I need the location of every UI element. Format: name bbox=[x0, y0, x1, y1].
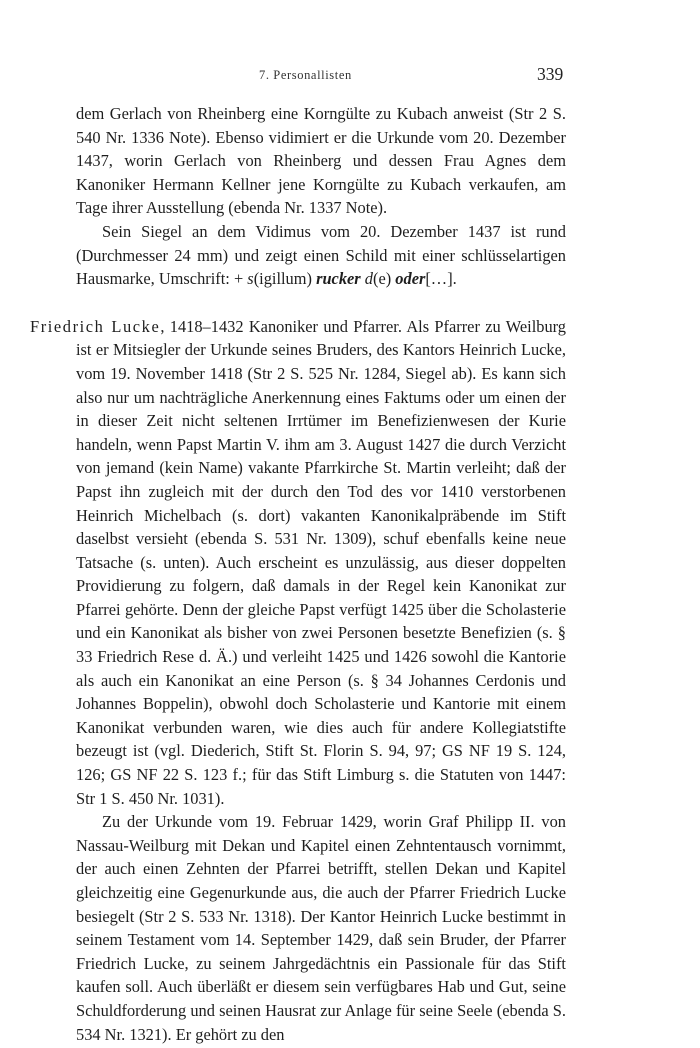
seal-oder: oder bbox=[395, 269, 426, 289]
seal-s-rest: (igillum) bbox=[253, 269, 317, 289]
body-text bbox=[30, 102, 566, 1046]
entry-text: , 1418–1432 Kanoniker und Pfarrer. Als Pfarrer zu Weilburg ist er Mitsiegler der Urkunde seines Bruders, des Kantors Heinrich Lucke, vom 19. November 1418 (Str 2 S. 525 Nr. 1284, Siegel ab). Es kann sich also nur um nachträgliche Anerkennung eines Faktums oder um einen der in dieser Zeit nicht seltenen Irrtümer im Benefizienwesen der Kurie handeln, wenn Papst Martin V. ihm am 3. August 1427 die durch Verzicht von jemand (kein Name) vakante Pfarrkirche St. Martin verleiht; daß der Papst ihn zugleich mit der durch den Tod des vor 1410 verstorbenen Heinrich Michelbach (s. dort) vakanten Kanonikalpräbende im Stift daselbst versieht (ebenda S. 531 Nr. 1309), schuf ebenfalls keine neue Tatsache (s. unten). Auch erscheint es unzulässig, aus dieser doppelten Providierung zu folgern, daß damals in der Regel kein Kanonikat zur Pfarrei gehörte. Denn der gleiche Papst verfügt 1425 über die Scholasterie und ein Kanonikat als bisher von zwei Personen besetzte Benefizien (s. § 33 Friedrich Rese d. Ä.) und verleiht 1425 und 1426 sowohl die Kantorie als auch ein Kanonikat an eine Person (s. § 34 Johannes Cerdonis und Johannes Boppelin), obwohl doch Scholasterie und Kantorie mit einem Kanonikat verbunden waren, wie dies auch für andere Kollegiatstifte bezeugt ist (vgl. Diederich, Stift St. Florin S. 94, 97; GS NF 19 S. 124, 126; GS NF 22 S. 123 f.; für das Stift Limburg s. die Statuten von 1447: Str 1 S. 450 Nr. 1031). bbox=[76, 316, 566, 808]
seal-d-rest: (e) bbox=[373, 269, 396, 289]
page-header bbox=[0, 64, 700, 86]
seal-s: s bbox=[247, 269, 254, 289]
paragraph-seal bbox=[76, 220, 566, 291]
entry-name: Friedrich Lucke bbox=[30, 316, 161, 336]
seal-text: Sein Siegel an dem Vidimus vom 20. Dezember 1437 ist rund (Durchmesser 24 mm) und zeigt einen Schild mit einer schlüsselartigen Hausmarke, Umschrift: + bbox=[76, 221, 566, 289]
running-head: 7. Personallisten bbox=[259, 68, 352, 82]
seal-end: […]. bbox=[425, 269, 457, 289]
paragraph-continuation: dem Gerlach von Rheinberg eine Korngülte zu Kubach anweist (Str 2 S. 540 Nr. 1336 Note). Ebenso vidimiert er die Urkunde vom 20. Dezember 1437, worin Gerlach von Rheinberg und dessen Frau Agnes dem Kanoniker Hermann Kellner jene Korngülte zu Kubach verkaufen, am Tage ihrer Ausstellung (ebenda Nr. 1337 Note). bbox=[76, 104, 566, 218]
entry-friedrich-lucke bbox=[30, 315, 566, 810]
seal-rucker: rucker bbox=[316, 269, 361, 289]
page-number: 339 bbox=[537, 64, 564, 84]
section-gap bbox=[76, 291, 566, 315]
seal-d: d bbox=[364, 269, 373, 289]
paragraph-urkunde: Zu der Urkunde vom 19. Februar 1429, worin Graf Philipp II. von Nassau-Weilburg mit Dekan und Kapitel einen Zehntentausch vornimmt, der auch einen Zehnten der Pfarrei betrifft, stellen Dekan und Kapitel gleichzeitig eine Gegenurkunde aus, die auch der Pfarrer Friedrich Lucke besiegelt (Str 2 S. 533 Nr. 1318). Der Kantor Heinrich Lucke bestimmt in seinem Testament vom 14. September 1429, daß sein Bruder, der Pfarrer Friedrich Lucke, zu seinem Jahrgedächtnis ein Passionale für das Stift kaufen soll. Auch überläßt er diesem sein verfügbares Hab und Gut, seine Schuldforderung und seinen Hausrat zur Anlage für seine Seele (ebenda S. 534 Nr. 1321). Er gehört zu den bbox=[76, 812, 566, 1044]
